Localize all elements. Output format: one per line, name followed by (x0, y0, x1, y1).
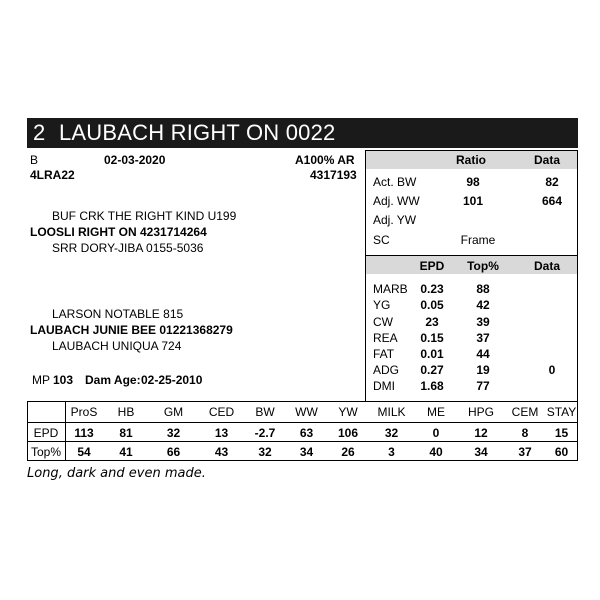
carcass-label: DMI (373, 379, 395, 393)
carcass-header-epd: EPD (419, 259, 445, 273)
epd-column-header: CED (208, 405, 235, 419)
epd-table-divider (27, 441, 578, 442)
top-row-label: Top% (30, 445, 62, 459)
registration-number: 4317193 (310, 168, 357, 182)
carcass-header-top: Top% (467, 259, 499, 273)
dam-age-label: Dam Age: (85, 373, 141, 387)
epd-table-divider (27, 422, 578, 423)
dam-sire: LARSON NOTABLE 815 (52, 307, 184, 321)
top-percent-value: 34 (299, 445, 314, 459)
carcass-label: REA (373, 331, 398, 345)
perf-label: Act. BW (373, 175, 417, 189)
carcass-epd: 0.05 (420, 298, 444, 312)
top-percent-value: 66 (166, 445, 181, 459)
perf-data: 664 (541, 194, 563, 208)
epd-value: 12 (474, 426, 488, 440)
epd-value: 113 (74, 426, 94, 440)
carcass-epd: 0.27 (420, 363, 444, 377)
mp-value: 103 (53, 373, 74, 387)
top-percent-value: 54 (77, 445, 91, 459)
epd-value: -2.7 (254, 426, 276, 440)
dam: LAUBACH JUNIE BEE 01221368279 (30, 323, 233, 337)
pedigree-panel (27, 148, 365, 401)
top-percent-value: 34 (474, 445, 488, 459)
top-percent-value: 26 (341, 445, 355, 459)
perf-label: Adj. WW (373, 194, 420, 208)
epd-value: 13 (214, 426, 229, 440)
breed-percent: A100% AR (295, 153, 355, 167)
top-percent-value: 37 (518, 445, 532, 459)
epd-value: 0 (432, 426, 440, 440)
performance-header-ratio: Ratio (456, 153, 486, 167)
carcass-header-data: Data (533, 259, 560, 273)
sale-lot-card (27, 118, 578, 463)
epd-value: 106 (337, 426, 359, 440)
sex: B (30, 153, 39, 167)
carcass-epd: 0.01 (420, 347, 444, 361)
perf-ratio: 98 (466, 175, 480, 189)
carcass-label: FAT (373, 347, 395, 361)
epd-column-header: WW (295, 405, 318, 419)
perf-label: SC (373, 233, 390, 247)
performance-header-data: Data (533, 153, 560, 167)
carcass-top: 39 (476, 315, 490, 329)
epd-value: 15 (554, 426, 569, 440)
epd-value: 8 (521, 426, 529, 440)
carcass-top: 37 (476, 331, 490, 345)
top-percent-value: 32 (258, 445, 272, 459)
lot-comment: Long, dark and even made. (27, 466, 206, 481)
carcass-top: 19 (476, 363, 490, 377)
carcass-label: YG (373, 298, 391, 312)
perf-frame: Frame (460, 233, 496, 247)
carcass-top: 44 (476, 347, 490, 361)
epd-value: 63 (299, 426, 314, 440)
carcass-epd: 0.23 (420, 282, 444, 296)
carcass-epd: 1.68 (420, 379, 444, 393)
epd-column-header: GM (163, 405, 184, 419)
carcass-label: CW (373, 315, 393, 329)
epd-value: 81 (119, 426, 133, 440)
top-percent-value: 41 (119, 445, 133, 459)
lot-number: 2 (33, 120, 46, 145)
top-percent-value: 43 (214, 445, 229, 459)
carcass-top: 77 (476, 379, 490, 393)
epd-column-header: ME (427, 405, 445, 419)
epd-column-header: MILK (377, 405, 406, 419)
carcass-epd: 23 (425, 315, 439, 329)
carcass-label: MARB (373, 282, 408, 296)
carcass-top: 42 (476, 298, 490, 312)
dam-age-value: 02-25-2010 (141, 373, 203, 387)
sire-sire: BUF CRK THE RIGHT KIND U199 (52, 209, 237, 223)
carcass-label: ADG (373, 363, 400, 377)
epd-column-header: CEM (511, 405, 539, 419)
epd-column-header: HB (117, 405, 135, 419)
epd-table (27, 401, 578, 461)
epd-column-header: YW (338, 405, 358, 419)
carcass-data: 0 (548, 363, 556, 377)
epd-row-label: EPD (33, 426, 59, 440)
carcass-epd: 0.15 (420, 331, 444, 345)
mp-label: MP (32, 373, 50, 387)
perf-label: Adj. YW (373, 213, 417, 227)
epd-column-header: ProS (70, 405, 98, 419)
birth-date: 02-03-2020 (104, 153, 166, 167)
perf-data: 82 (545, 175, 559, 189)
carcass-top: 88 (476, 282, 490, 296)
sire-dam: SRR DORY-JIBA 0155-5036 (52, 241, 204, 255)
top-percent-value: 60 (554, 445, 569, 459)
lot-title-bar (27, 118, 578, 148)
animal-name: LAUBACH RIGHT ON 0022 (59, 120, 336, 145)
epd-column-header: BW (255, 405, 275, 419)
top-percent-value: 40 (429, 445, 443, 459)
perf-ratio: 101 (462, 194, 484, 208)
tattoo: 4LRA22 (30, 168, 75, 182)
sire: LOOSLI RIGHT ON 4231714264 (30, 225, 207, 239)
epd-column-header: HPG (467, 405, 494, 419)
top-percent-value: 3 (388, 445, 395, 459)
dam-dam: LAUBACH UNIQUA 724 (52, 339, 182, 353)
epd-value: 32 (166, 426, 181, 440)
epd-value: 32 (384, 426, 399, 440)
epd-column-header: STAY (546, 405, 577, 419)
